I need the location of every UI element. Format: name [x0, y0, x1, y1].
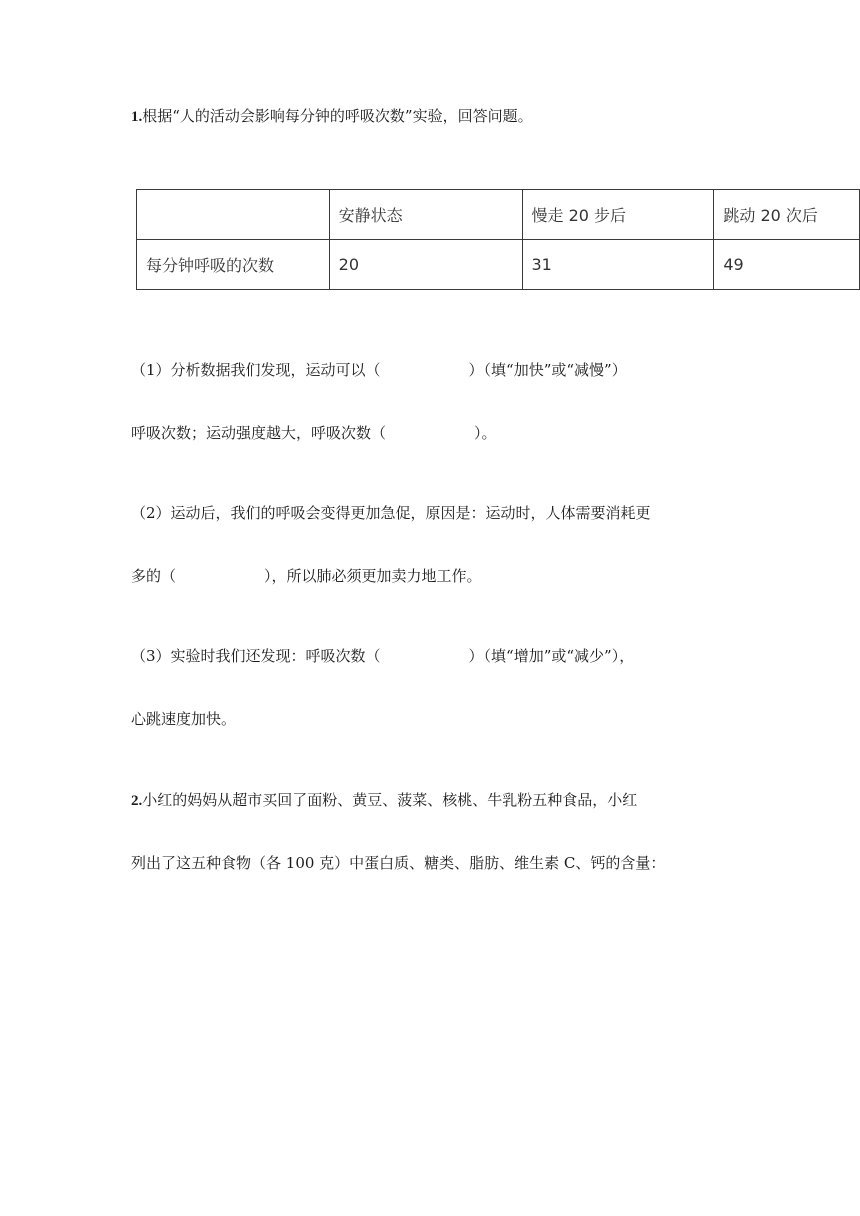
subquestion-1-line-1	[131, 360, 627, 380]
text-segment: 多的（	[131, 567, 177, 585]
table-header-cell: 安静状态	[329, 190, 522, 240]
subquestion-1-line-2	[131, 423, 497, 443]
subquestion-2-line-1: （2）运动后，我们的呼吸会变得更加急促，原因是：运动时，人体需要消耗更	[131, 504, 651, 522]
table-cell: 20	[329, 240, 522, 290]
question-2-line-2: 列出了这五种食物（各 100 克）中蛋白质、糖类、脂肪、维生素 C、钙的含量：	[131, 854, 666, 872]
text-segment: ）（填“加快”或“减慢”）	[468, 361, 627, 379]
subquestion-3-line-1	[131, 646, 634, 666]
table-header-row	[137, 190, 860, 240]
table-cell: 49	[714, 240, 860, 290]
table-header-cell: 慢走 20 步后	[522, 190, 714, 240]
table-header-cell: 跳动 20 次后	[714, 190, 860, 240]
text-segment: （1）分析数据我们发现，运动可以（	[131, 361, 381, 379]
question-2-line-1	[131, 790, 637, 811]
question-2-text: 小红的妈妈从超市买回了面粉、黄豆、菠菜、核桃、牛乳粉五种食品，小红	[142, 791, 638, 809]
text-segment: 呼吸次数；运动强度越大，呼吸次数（	[131, 424, 387, 442]
breathing-rate-table	[136, 189, 860, 290]
question-2-number: 2.	[131, 793, 143, 809]
table-row	[137, 240, 860, 290]
question-1-text: 根据“人的活动会影响每分钟的呼吸次数”实验，回答问题。	[142, 107, 533, 125]
subquestion-2-line-2	[131, 566, 482, 586]
subquestion-3-line-2: 心跳速度加快。	[131, 710, 237, 728]
text-segment: ），所以肺必须更加卖力地工作。	[264, 567, 482, 585]
table-row-label: 每分钟呼吸的次数	[137, 240, 330, 290]
question-1-prompt	[131, 106, 533, 127]
text-segment: （3）实验时我们还发现：呼吸次数（	[131, 647, 381, 665]
table-cell: 31	[522, 240, 714, 290]
text-segment: ）。	[474, 424, 497, 442]
table-header-cell	[137, 190, 330, 240]
text-segment: ）（填“增加”或“减少”），	[468, 647, 635, 665]
question-1-number: 1.	[131, 109, 143, 125]
